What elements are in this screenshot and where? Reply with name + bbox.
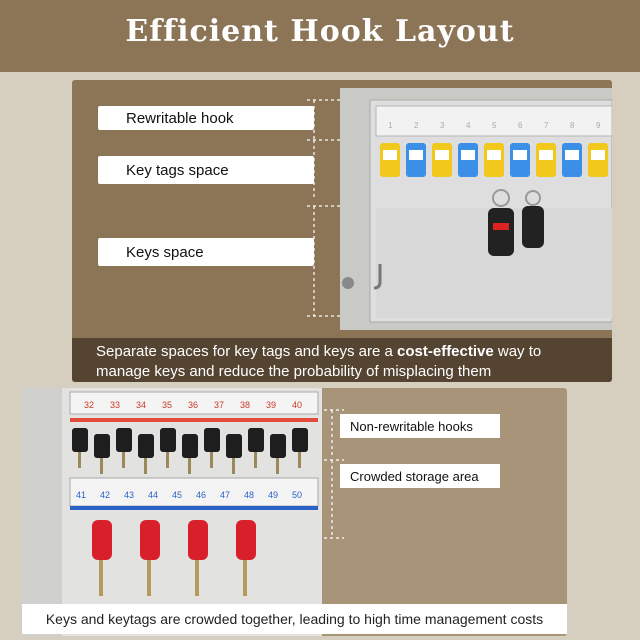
key-tag-label [461,150,475,160]
row-number: 39 [266,400,277,410]
caption-bold: cost-effective [397,343,494,360]
black-key-icon [72,428,88,452]
row-number: 49 [268,490,279,500]
black-key-icon [226,434,242,458]
hook-number: 1 [388,121,393,130]
top-caption [96,342,606,382]
hook-number: 7 [544,121,549,130]
caption-text-1: Separate spaces for key tags and keys are a [96,343,398,360]
black-key-icon [160,428,176,452]
row-number: 43 [124,490,135,500]
hook-number: 9 [596,121,601,130]
red-key-tag [92,520,112,560]
key-tag-label [565,150,579,160]
hook-number: 5 [492,121,497,130]
key-tag-label [487,150,501,160]
key-tag-label [591,150,605,160]
key-tag-label [539,150,553,160]
page-title: Efficient Hook Layout [125,14,515,49]
black-key-icon [94,434,110,458]
row-number: 42 [100,490,111,500]
hook-number: 2 [414,121,419,130]
black-key-icon [270,434,286,458]
top-panel [72,80,612,382]
hook-number: 4 [466,121,471,130]
bottom-panel [22,388,567,636]
row-number: 46 [196,490,207,500]
red-key-tag [140,520,160,560]
red-key-tag [236,520,256,560]
black-key-icon [116,428,132,452]
label-rewritable-hook: Rewritable hook [98,106,314,130]
key-cabinet-illustration [340,88,612,330]
crowded-cabinet-illustration [22,388,322,636]
row-number: 50 [292,490,303,500]
black-key-icon [292,428,308,452]
row-number: 40 [292,400,303,410]
row-number: 33 [110,400,121,410]
caption-text-2: way to [493,343,542,360]
row-number: 41 [76,490,87,500]
row-number: 38 [240,400,251,410]
hook-number: 3 [440,121,445,130]
row-number: 44 [148,490,159,500]
key-tag-label [409,150,423,160]
key-tag-label [513,150,527,160]
hook-number: 8 [570,121,575,130]
row-number: 37 [214,400,225,410]
label-non-rewritable-hooks: Non-rewritable hooks [340,414,500,438]
label-keys-space: Keys space [98,238,314,266]
row-number: 45 [172,490,183,500]
caption-text-3: manage keys and reduce the probability of misplacing them [96,363,492,380]
bottom-caption: Keys and keytags are crowded together, leading to high time management costs [22,604,567,634]
black-key-icon [182,434,198,458]
row-number: 32 [84,400,95,410]
label-crowded-storage-area: Crowded storage area [340,464,500,488]
red-key-tag [188,520,208,560]
row-number: 47 [220,490,231,500]
row-number: 36 [188,400,199,410]
black-key-icon [248,428,264,452]
black-key-icon [138,434,154,458]
hook-number: 6 [518,121,523,130]
row-number: 35 [162,400,173,410]
row-number: 48 [244,490,255,500]
row-number: 34 [136,400,147,410]
key-tag-label [435,150,449,160]
label-key-tags-space: Key tags space [98,156,314,184]
key-tag-label [383,150,397,160]
black-key-icon [204,428,220,452]
